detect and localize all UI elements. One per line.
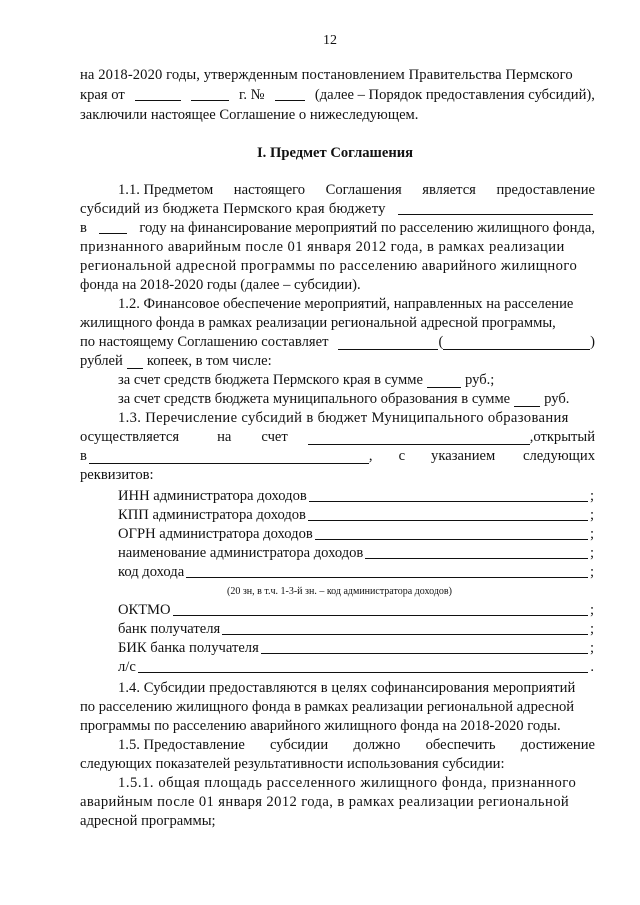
p151-text-1: 1.5.1. общая площадь расселенного жилищного фонда, признанного — [118, 775, 577, 791]
p12-line-3 — [80, 335, 595, 350]
p11-text-3a: в — [80, 220, 87, 236]
p13-line-3 — [80, 449, 595, 464]
p15-line-2: следующих показателей результативности использования субсидии: — [80, 756, 505, 772]
intro-text-2c: (далее – Порядок предоставления субсидий), — [314, 87, 595, 103]
p12-text-6a: за счет средств бюджета муниципального образования в сумме — [118, 391, 511, 407]
p13-line-1 — [118, 411, 595, 426]
p151-line-3: адресной программы; — [80, 813, 216, 829]
requisite-end: . — [590, 659, 594, 675]
p11-text-3b: году на финансирование мероприятий по расселению жилищного фонда, — [139, 220, 595, 236]
requisite-end: ; — [589, 564, 594, 580]
blank-mun-sum — [514, 394, 540, 407]
p11-text-2: субсидий из бюджета Пермского края бюджету — [80, 201, 386, 217]
requisite-label: КПП администратора доходов — [118, 507, 306, 523]
p151-line-1 — [118, 776, 576, 791]
requisite-label: л/с — [118, 659, 136, 675]
requisite-end: ; — [589, 526, 594, 542]
p13-text-3a: в — [80, 448, 87, 464]
p12-line-6 — [118, 392, 569, 407]
requisite-label: ОКТМО — [118, 602, 171, 618]
p13-text-2d: , — [529, 429, 534, 445]
blank-year — [99, 221, 127, 234]
intro-text-2b: г. № — [239, 87, 265, 103]
requisite-blank — [173, 614, 588, 616]
requisite-blank — [308, 519, 588, 521]
p12-text-5a: за счет средств бюджета Пермского края в сумме — [118, 372, 423, 388]
requisite-blank — [138, 671, 589, 673]
p13-text-3d: указанием — [431, 448, 496, 464]
section-title: I. Предмет Соглашения — [257, 145, 414, 161]
p11-text-5: региональной адресной программы по расселению аварийного жилищного — [80, 258, 578, 274]
intro-text-2a: края от — [80, 87, 125, 103]
word: субсидии — [270, 737, 329, 753]
intro-line-1 — [80, 68, 595, 83]
intro-line-2 — [80, 88, 595, 103]
word: предоставление — [496, 182, 595, 198]
requisite-account — [118, 660, 594, 675]
p15-line-1 — [118, 738, 595, 753]
blank-sum-words — [443, 337, 590, 350]
p14-line-3: программы по расселению аварийного жилищного фонда на 2018-2020 годы. — [80, 718, 561, 734]
requisite-label: код дохода — [118, 564, 185, 580]
p13-text-2a: осуществляется — [80, 429, 180, 445]
blank-number — [275, 88, 305, 101]
word: является — [422, 182, 476, 198]
requisite-oktmo — [118, 603, 594, 618]
requisite-end: ; — [589, 545, 594, 561]
requisite-end: ; — [589, 640, 594, 656]
blank-day — [135, 88, 181, 101]
blank-sum — [338, 337, 438, 350]
word: должно — [353, 737, 401, 753]
requisite-blank — [315, 538, 588, 540]
p11-line-2 — [80, 202, 595, 217]
p12-line-4 — [80, 354, 272, 369]
requisite-label: БИК банка получателя — [118, 640, 259, 656]
requisite-admin-name — [118, 546, 594, 561]
requisite-label: банк получателя — [118, 621, 221, 637]
p13-text-2e: открытый — [533, 429, 596, 445]
p12-text-4b: копеек, в том числе: — [146, 353, 272, 369]
requisite-end: ; — [589, 602, 594, 618]
requisite-end: ; — [589, 488, 594, 504]
p11-line-3 — [80, 221, 595, 236]
p14-line-1 — [118, 681, 575, 696]
p13-text-3c: с — [398, 448, 406, 464]
p12-line-5 — [118, 373, 494, 388]
p12-text-3b: ( — [438, 334, 444, 350]
p11-text-4: признанного аварийным после 01 января 2012 года, в рамках реализации — [80, 239, 565, 255]
p14-line-2: по расселению жилищного фонда в рамках реализации региональной адресной — [80, 699, 575, 715]
p12-text-6b: руб. — [544, 391, 570, 407]
requisite-label: ИНН администратора доходов — [118, 488, 307, 504]
requisite-end: ; — [589, 507, 594, 523]
p151-text-2: аварийным после 01 января 2012 года, в рамках реализации региональной — [80, 794, 570, 810]
word: Соглашения — [325, 182, 402, 198]
word: 1.5. Предоставление — [118, 737, 245, 753]
requisite-income-code — [118, 565, 594, 580]
requisite-ogrn — [118, 527, 594, 542]
p13-line-2 — [80, 430, 595, 445]
p11-line-4 — [80, 240, 595, 255]
page-number: 12 — [323, 33, 337, 48]
requisite-blank — [261, 652, 588, 654]
word: обеспечить — [425, 737, 496, 753]
p12-text-4a: рублей — [80, 353, 123, 369]
word: настоящего — [233, 182, 306, 198]
p14-text-1: 1.4. Субсидии предоставляются в целях софинансирования мероприятий — [118, 680, 576, 696]
blank-account — [308, 432, 530, 445]
p11-line-1 — [118, 183, 595, 198]
income-code-note: (20 зн, в т.ч. 1-3-й зн. – код администратора доходов) — [227, 586, 452, 597]
word: достижение — [520, 737, 595, 753]
blank-budget — [398, 213, 593, 215]
requisite-blank — [186, 576, 588, 578]
requisite-bik — [118, 641, 594, 656]
requisite-blank — [365, 557, 588, 559]
blank-month — [191, 88, 229, 101]
p11-line-6: фонда на 2018-2020 годы (далее – субсидии). — [80, 277, 361, 293]
p12-line-2: жилищного фонда в рамках реализации региональной адресной программы, — [80, 315, 556, 331]
intro-line-3: заключили настоящее Соглашение о нижеследующем. — [80, 107, 419, 123]
requisite-end: ; — [589, 621, 594, 637]
p12-text-3c: ) — [590, 334, 595, 350]
word: 1.1. Предметом — [118, 182, 214, 198]
p13-line-4: реквизитов: — [80, 467, 154, 483]
requisite-bank — [118, 622, 594, 637]
p13-text-2b: на — [217, 429, 232, 445]
p12-text-5b: руб.; — [464, 372, 495, 388]
p13-text-2c: счет — [261, 429, 288, 445]
p151-line-2 — [80, 795, 569, 810]
requisite-blank — [309, 500, 588, 502]
requisite-inn — [118, 489, 594, 504]
blank-bank — [89, 451, 369, 464]
blank-krai-sum — [427, 375, 461, 388]
p12-text-3a: по настоящему Соглашению составляет — [80, 334, 329, 350]
requisite-blank — [222, 633, 588, 635]
requisite-kpp — [118, 508, 594, 523]
p13-text-1: 1.3. Перечисление субсидий в бюджет Муниципального образования — [118, 410, 569, 426]
p11-line-5 — [80, 259, 577, 274]
intro-text-1: на 2018-2020 годы, утвержденным постановлением Правительства Пермского — [80, 67, 573, 83]
requisite-label: наименование администратора доходов — [118, 545, 364, 561]
requisite-label: ОГРН администратора доходов — [118, 526, 313, 542]
p13-text-3b: , — [368, 448, 373, 464]
p13-text-3e: следующих — [522, 448, 595, 464]
blank-kopecks — [127, 356, 143, 369]
p12-line-1: 1.2. Финансовое обеспечение мероприятий, направленных на расселение — [118, 296, 574, 312]
